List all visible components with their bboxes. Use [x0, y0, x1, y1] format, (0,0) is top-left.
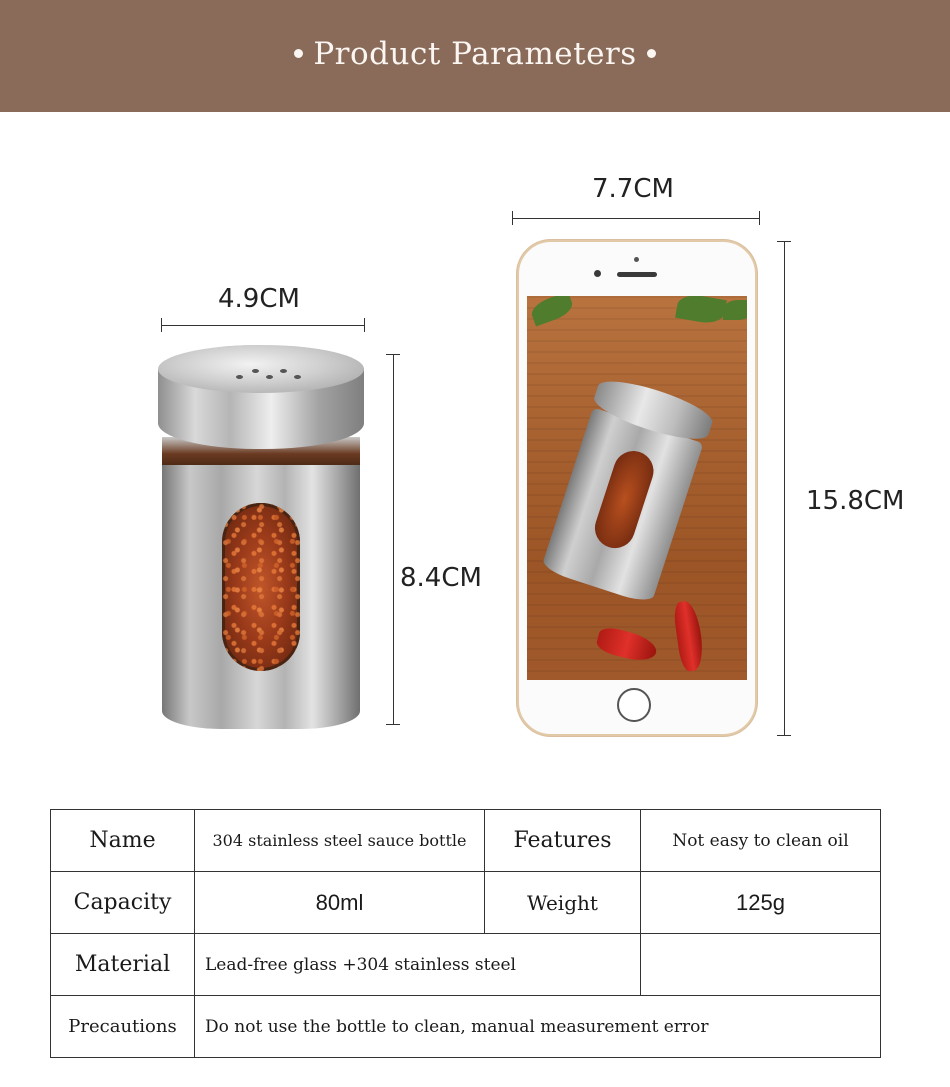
phone-width-label: 7.7CM — [592, 174, 674, 204]
phone-height-tick-bottom — [777, 735, 791, 736]
phone-screen — [527, 296, 747, 680]
leaf-decoration — [529, 296, 576, 327]
phone-height-label: 15.8CM — [806, 486, 905, 516]
lid-hole — [294, 375, 301, 379]
spec-value: 125g — [641, 872, 881, 934]
phone-speaker — [617, 272, 657, 277]
leaf-decoration — [723, 300, 747, 320]
chili-pepper — [595, 625, 660, 666]
spec-value: Do not use the bottle to clean, manual measurement error — [195, 996, 881, 1058]
leaf-decoration — [675, 296, 727, 326]
jar-height-tick-top — [386, 354, 400, 355]
phone-comparison-image — [517, 240, 757, 736]
page-title-row — [0, 36, 950, 72]
spec-label: Precautions — [51, 996, 195, 1058]
spec-label: Capacity — [51, 872, 195, 934]
phone-home-button — [617, 688, 651, 722]
jar-height-line — [393, 354, 394, 725]
table-row — [51, 810, 881, 872]
phone-width-line — [512, 218, 760, 219]
phone-height-tick-top — [777, 241, 791, 242]
chili-pepper — [672, 600, 706, 673]
phone-width-tick-left — [512, 211, 513, 225]
header-banner — [0, 0, 950, 112]
spec-label: Material — [51, 934, 195, 996]
spec-value: Not easy to clean oil — [641, 810, 881, 872]
jar-width-label: 4.9CM — [218, 284, 300, 314]
table-row — [51, 934, 881, 996]
jar-height-label: 8.4CM — [400, 563, 482, 593]
phone-sensor — [634, 257, 639, 262]
lid-hole — [236, 375, 243, 379]
jar-height-tick-bottom — [386, 724, 400, 725]
page-title: Product Parameters — [313, 36, 637, 72]
jar-width-line — [161, 325, 365, 326]
chili-flakes — [222, 503, 300, 671]
lid-hole — [266, 375, 273, 379]
shaker-bottle-image — [156, 345, 368, 735]
spec-label: Weight — [485, 872, 641, 934]
jar-width-tick-right — [364, 318, 365, 332]
bottle-lid-top — [158, 345, 364, 393]
bottle-in-phone — [537, 373, 716, 610]
lid-hole — [280, 369, 287, 373]
spec-value: 80ml — [195, 872, 485, 934]
spec-label: Features — [485, 810, 641, 872]
spec-table — [50, 809, 881, 1058]
spec-value: Lead-free glass +304 stainless steel — [195, 934, 641, 996]
bullet-dot-icon — [647, 49, 656, 58]
table-row — [51, 872, 881, 934]
phone-width-tick-right — [759, 211, 760, 225]
spec-value: 304 stainless steel sauce bottle — [195, 810, 485, 872]
bullet-dot-icon — [294, 49, 303, 58]
phone-height-line — [784, 241, 785, 736]
table-row — [51, 996, 881, 1058]
empty-cell — [641, 934, 881, 996]
lid-hole — [252, 369, 259, 373]
phone-camera-icon — [594, 270, 601, 277]
jar-width-tick-left — [161, 318, 162, 332]
spec-label: Name — [51, 810, 195, 872]
